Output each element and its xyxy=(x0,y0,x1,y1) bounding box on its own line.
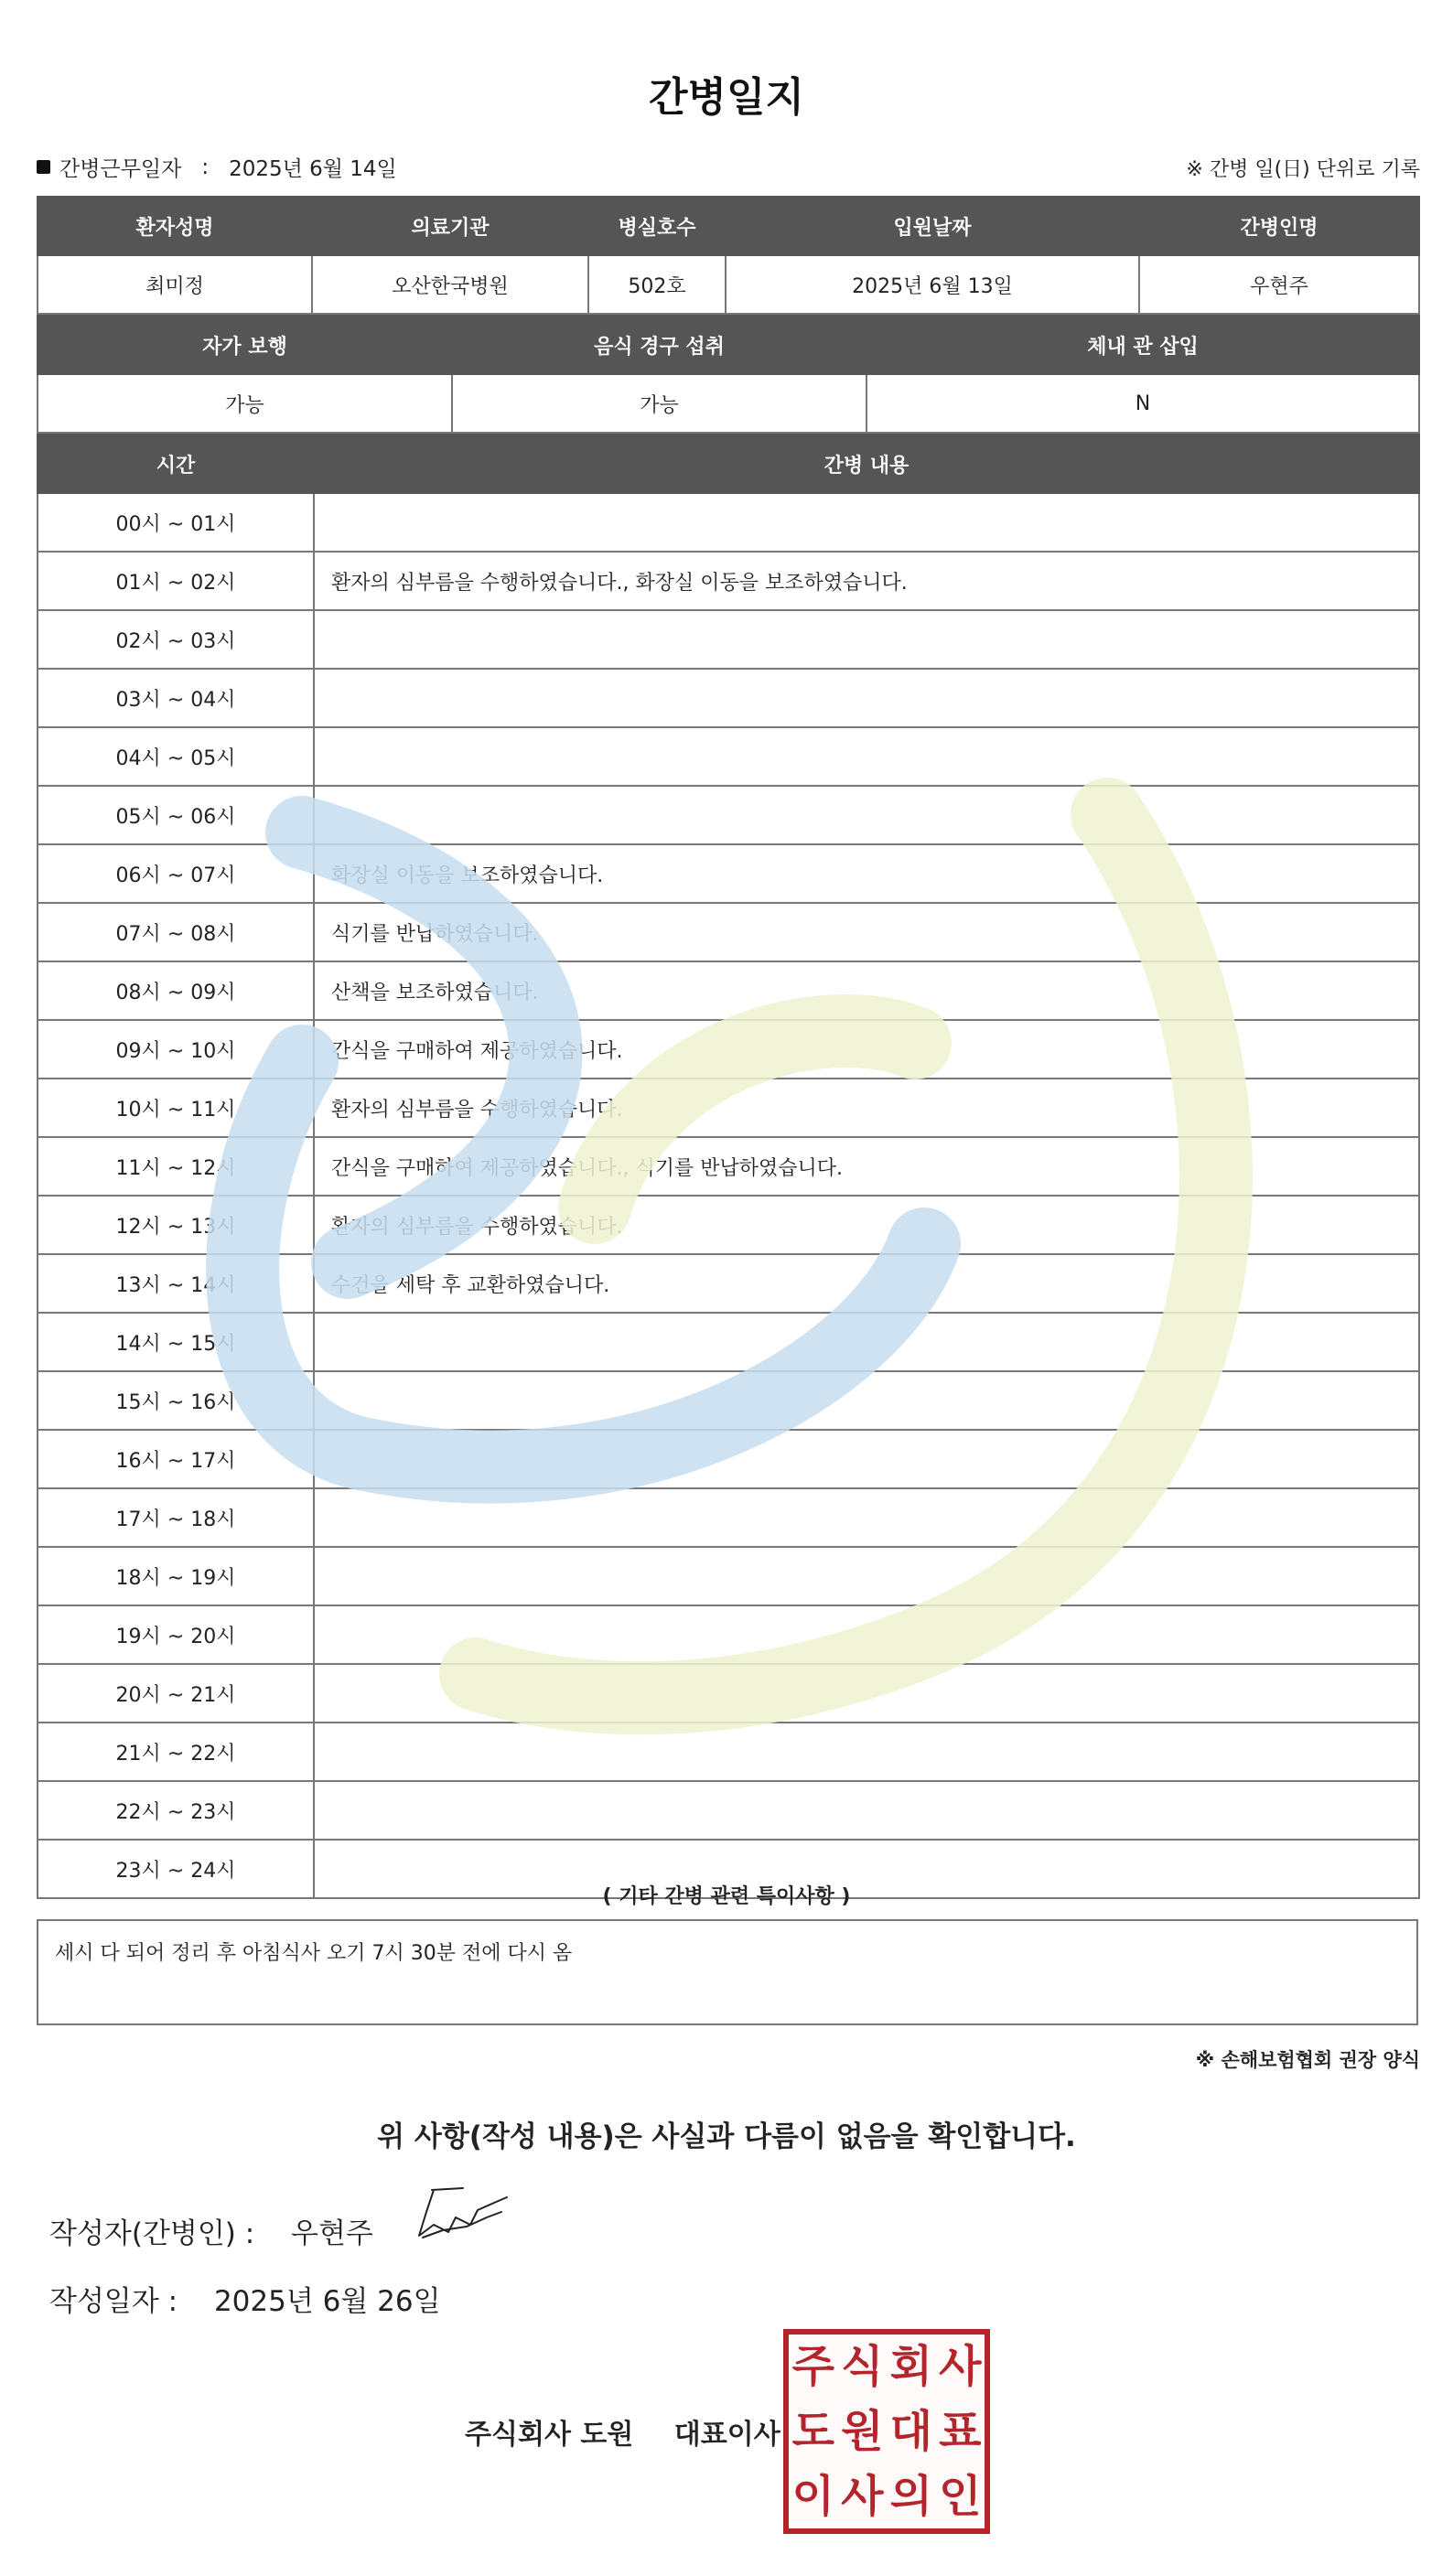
seal-character: 대 xyxy=(889,2405,932,2457)
tube-insertion-value: N xyxy=(866,374,1419,433)
care-log-row xyxy=(38,1371,1419,1430)
seal-character: 식 xyxy=(841,2341,884,2393)
care-log-row xyxy=(38,552,1419,610)
care-log-row xyxy=(38,610,1419,669)
header-caregiver-name: 간병인명 xyxy=(1139,197,1419,255)
care-log-time: 19시 ~ 20시 xyxy=(38,1605,314,1664)
care-log-row xyxy=(38,493,1419,552)
care-log-time: 15시 ~ 16시 xyxy=(38,1371,314,1430)
care-log-content xyxy=(314,493,1419,552)
seal-character: 회 xyxy=(889,2341,932,2393)
daily-record-note: ※ 간병 일(日) 단위로 기록 xyxy=(1186,158,1420,181)
care-log-time: 21시 ~ 22시 xyxy=(38,1723,314,1781)
patient-info-table xyxy=(37,196,1420,315)
seal-character: 사 xyxy=(939,2341,982,2393)
care-log-row xyxy=(38,1020,1419,1079)
care-log-time: 06시 ~ 07시 xyxy=(38,844,314,903)
special-notes-title: ( 기타 간병 관련 특이사항 ) xyxy=(602,1885,851,1908)
care-log-time: 10시 ~ 11시 xyxy=(38,1079,314,1137)
care-log-row xyxy=(38,1547,1419,1605)
care-log-content xyxy=(314,1664,1419,1723)
company-name: 주식회사 도원 xyxy=(465,2419,634,2451)
care-log-content xyxy=(314,1488,1419,1547)
care-log-time: 16시 ~ 17시 xyxy=(38,1430,314,1488)
care-log-time: 13시 ~ 14시 xyxy=(38,1254,314,1313)
patient-info-value-row xyxy=(38,255,1419,314)
care-log-row xyxy=(38,1664,1419,1723)
seal-character: 주 xyxy=(791,2341,834,2393)
special-notes-box xyxy=(37,1919,1418,2025)
care-log-content xyxy=(314,727,1419,786)
care-log-time: 18시 ~ 19시 xyxy=(38,1547,314,1605)
confirmation-statement: 위 사항(작성 내용)은 사실과 다름이 없음을 확인합니다. xyxy=(377,2120,1076,2153)
care-log-content xyxy=(314,1371,1419,1430)
care-log-content xyxy=(314,610,1419,669)
admission-date: 2025년 6월 13일 xyxy=(726,255,1139,314)
care-log-content xyxy=(314,1723,1419,1781)
care-log-row xyxy=(38,669,1419,727)
self-walking-value: 가능 xyxy=(38,374,452,433)
header-patient-name: 환자성명 xyxy=(38,197,312,255)
care-log-row xyxy=(38,844,1419,903)
care-log-time: 04시 ~ 05시 xyxy=(38,727,314,786)
company-row xyxy=(465,2411,780,2452)
care-log-row xyxy=(38,727,1419,786)
care-log-content xyxy=(314,1313,1419,1371)
care-log-row xyxy=(38,1723,1419,1781)
patient-status-table xyxy=(37,315,1420,434)
seal-character: 이 xyxy=(791,2470,834,2522)
header-hospital: 의료기관 xyxy=(312,197,588,255)
header-room: 병실호수 xyxy=(588,197,726,255)
care-log-content: 간식을 구매하여 제공하였습니다., 식기를 반납하였습니다. xyxy=(314,1137,1419,1196)
header-oral-intake: 음식 경구 섭취 xyxy=(452,316,866,374)
writer-row xyxy=(49,2210,373,2251)
care-log-content: 환자의 심부름을 수행하였습니다., 화장실 이동을 보조하였습니다. xyxy=(314,552,1419,610)
care-log-time: 22시 ~ 23시 xyxy=(38,1781,314,1840)
special-notes-text: 세시 다 되어 정리 후 아침식사 오기 7시 30분 전에 다시 옴 xyxy=(55,1942,573,1965)
care-log-content xyxy=(314,669,1419,727)
care-log-content: 산책을 보조하였습니다. xyxy=(314,961,1419,1020)
care-log-content: 수건을 세탁 후 교환하였습니다. xyxy=(314,1254,1419,1313)
care-log-time: 03시 ~ 04시 xyxy=(38,669,314,727)
seal-character: 인 xyxy=(939,2470,982,2522)
written-date-row xyxy=(49,2278,441,2319)
writer-name: 우현주 xyxy=(291,2217,373,2250)
care-log-content xyxy=(314,1781,1419,1840)
care-log-row xyxy=(38,903,1419,961)
care-log-time: 08시 ~ 09시 xyxy=(38,961,314,1020)
care-log-time: 11시 ~ 12시 xyxy=(38,1137,314,1196)
care-log-body xyxy=(38,493,1419,1898)
header-admission-date: 입원날짜 xyxy=(726,197,1139,255)
work-date-row xyxy=(37,152,397,182)
care-log-row xyxy=(38,1605,1419,1664)
seal-character: 표 xyxy=(939,2405,982,2457)
patient-status-header-row xyxy=(38,316,1419,374)
written-date-label: 작성일자 : xyxy=(49,2285,178,2318)
care-log-content: 간식을 구매하여 제공하였습니다. xyxy=(314,1020,1419,1079)
patient-name: 최미정 xyxy=(38,255,312,314)
care-log-row xyxy=(38,1430,1419,1488)
work-date-value: 2025년 6월 14일 xyxy=(229,157,397,181)
care-log-time: 14시 ~ 15시 xyxy=(38,1313,314,1371)
oral-intake-value: 가능 xyxy=(452,374,866,433)
room-number: 502호 xyxy=(588,255,726,314)
work-date-label: 간병근무일자 xyxy=(59,157,182,181)
patient-info-header-row xyxy=(38,197,1419,255)
care-log-content xyxy=(314,1605,1419,1664)
seal-characters xyxy=(789,2334,985,2528)
seal-character: 원 xyxy=(841,2405,884,2457)
care-log-time: 05시 ~ 06시 xyxy=(38,786,314,844)
care-log-row xyxy=(38,1196,1419,1254)
care-log-content xyxy=(314,786,1419,844)
care-log-time: 23시 ~ 24시 xyxy=(38,1840,314,1898)
header-tube-insertion: 체내 관 삽입 xyxy=(866,316,1419,374)
handwritten-signature xyxy=(406,2184,516,2249)
patient-status-value-row xyxy=(38,374,1419,433)
seal-character: 도 xyxy=(791,2405,834,2457)
care-log-time: 00시 ~ 01시 xyxy=(38,493,314,552)
care-log-content xyxy=(314,1430,1419,1488)
seal-character: 사 xyxy=(841,2470,884,2522)
care-log-row xyxy=(38,1781,1419,1840)
care-log-time: 20시 ~ 21시 xyxy=(38,1664,314,1723)
square-bullet-icon xyxy=(37,160,50,174)
care-log-time: 17시 ~ 18시 xyxy=(38,1488,314,1547)
care-log-content: 화장실 이동을 보조하였습니다. xyxy=(314,844,1419,903)
care-log-row xyxy=(38,786,1419,844)
care-log-content: 환자의 심부름을 수행하였습니다. xyxy=(314,1079,1419,1137)
care-log-time: 02시 ~ 03시 xyxy=(38,610,314,669)
work-date-separator: : xyxy=(201,155,210,179)
care-log-content: 환자의 심부름을 수행하였습니다. xyxy=(314,1196,1419,1254)
header-self-walking: 자가 보행 xyxy=(38,316,452,374)
care-log-time: 09시 ~ 10시 xyxy=(38,1020,314,1079)
company-seal-stamp xyxy=(783,2329,990,2534)
care-log-row xyxy=(38,1254,1419,1313)
care-log-row xyxy=(38,1137,1419,1196)
care-log-row xyxy=(38,1488,1419,1547)
care-log-table xyxy=(37,434,1420,1899)
written-date-value: 2025년 6월 26일 xyxy=(213,2285,441,2318)
care-log-time: 01시 ~ 02시 xyxy=(38,552,314,610)
seal-character: 의 xyxy=(889,2470,932,2522)
writer-label: 작성자(간병인) : xyxy=(49,2217,255,2250)
caregiver-name: 우현주 xyxy=(1139,255,1419,314)
care-log-content xyxy=(314,1547,1419,1605)
care-log-time: 12시 ~ 13시 xyxy=(38,1196,314,1254)
care-log-row xyxy=(38,1313,1419,1371)
hospital-name: 오산한국병원 xyxy=(312,255,588,314)
care-log-content: 식기를 반납하였습니다. xyxy=(314,903,1419,961)
representative-title: 대표이사 xyxy=(673,2419,780,2451)
page-title: 간병일지 xyxy=(648,74,804,121)
care-log-row xyxy=(38,961,1419,1020)
header-time: 시간 xyxy=(38,435,314,493)
care-log-row xyxy=(38,1079,1419,1137)
care-log-header-row xyxy=(38,435,1419,493)
header-care-content: 간병 내용 xyxy=(314,435,1419,493)
insurance-form-note: ※ 손해보험협회 권장 양식 xyxy=(1195,2049,1420,2071)
care-log-time: 07시 ~ 08시 xyxy=(38,903,314,961)
